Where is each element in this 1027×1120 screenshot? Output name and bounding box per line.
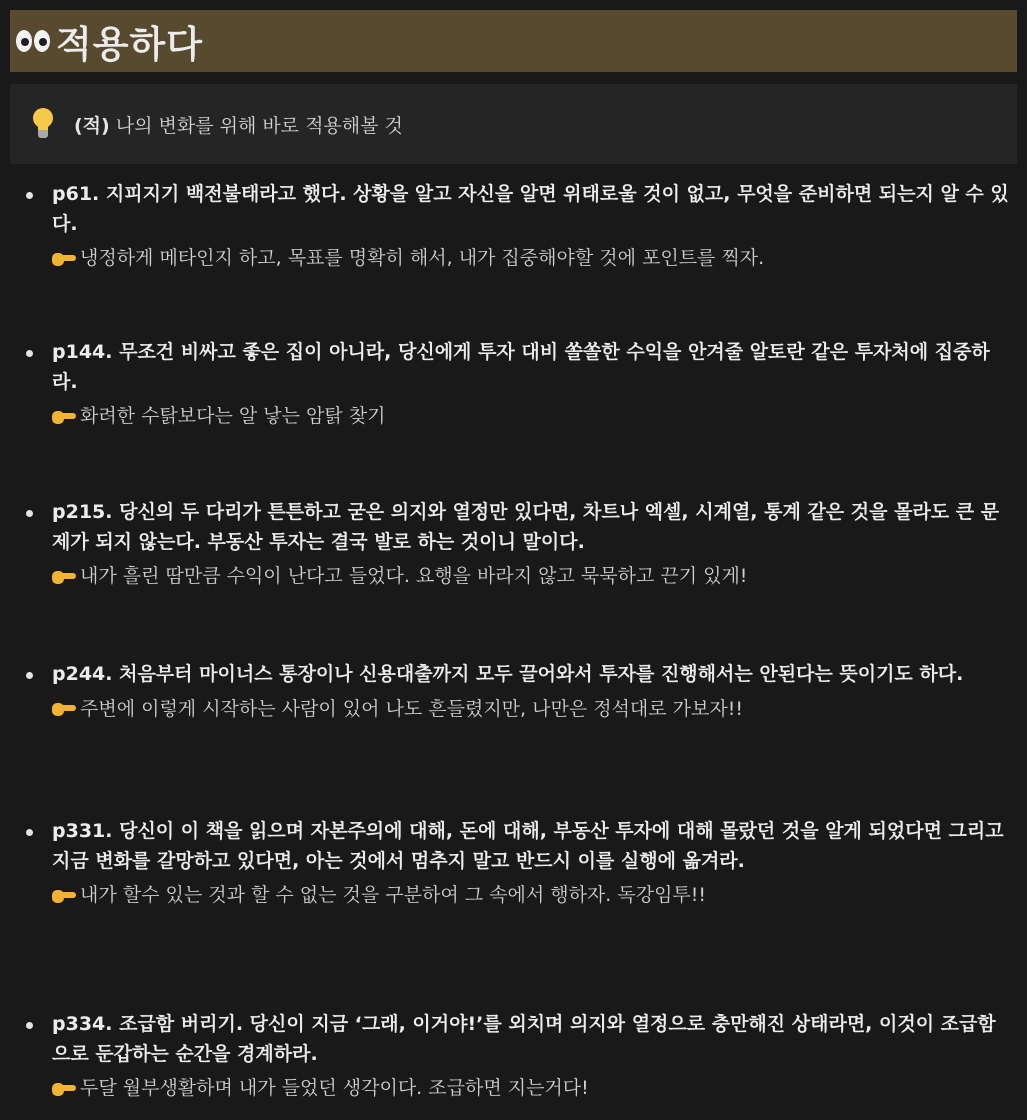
reflection-line (52, 402, 1013, 431)
reflection-text: 화려한 수탉보다는 알 낳는 암탉 찾기 (80, 405, 386, 427)
reflection-line (52, 881, 1013, 910)
quote-text: p244. 처음부터 마이너스 통장이나 신용대출까지 모두 끌어와서 투자를 진행해서는 안된다는 뜻이기도 하다. (52, 663, 964, 685)
quote-text: p215. 당신의 두 다리가 튼튼하고 굳은 의지와 열정만 있다면, 차트나 엑셀, 시계열, 통계 같은 것을 몰라도 큰 문제가 되지 않는다. 부동산 투자는 결국 발로 하는 것이니 말이다. (52, 501, 1000, 553)
reflection-text: 내가 흘린 땀만큼 수익이 난다고 들었다. 요행을 바라지 않고 묵묵하고 끈기 있게! (80, 565, 748, 587)
callout-text: 나의 변화를 위해 바로 적용해볼 것 (115, 114, 403, 137)
list-item (0, 338, 1027, 431)
bullet-dot (26, 829, 33, 836)
bullet-dot (26, 672, 33, 679)
quote-text: p144. 무조건 비싸고 좋은 집이 아니라, 당신에게 투자 대비 쏠쏠한 수익을 안겨줄 알토란 같은 투자처에 집중하라. (52, 341, 990, 393)
eyes-icon (16, 30, 50, 52)
bullet-dot (26, 350, 33, 357)
pointing-hand-icon (52, 701, 76, 717)
bullet-dot (26, 192, 33, 199)
callout-label: (적) (74, 114, 110, 137)
list-item (0, 660, 1027, 724)
bullet-dot (26, 510, 33, 517)
heading-block (10, 10, 1017, 72)
reflection-text: 두달 월부생활하며 내가 들었던 생각이다. 조급하면 지는거다! (80, 1077, 589, 1099)
pointing-hand-icon (52, 888, 76, 904)
bullet-dot (26, 1022, 33, 1029)
list-item (0, 817, 1027, 910)
heading-title: 적용하다 (56, 23, 203, 66)
reflection-line (52, 695, 1013, 724)
light-bulb-icon (32, 108, 54, 140)
pointing-hand-icon (52, 251, 76, 267)
reflection-line (52, 562, 1013, 591)
quote-text: p61. 지피지기 백전불태라고 했다. 상황을 알고 자신을 알면 위태로울 것이 없고, 무엇을 준비하면 되는지 알 수 있다. (52, 183, 1009, 235)
reflection-line (52, 1074, 1013, 1103)
list-item (0, 498, 1027, 591)
reflection-text: 내가 할수 있는 것과 할 수 없는 것을 구분하여 그 속에서 행하자. 독강임투!! (80, 884, 707, 906)
pointing-hand-icon (52, 569, 76, 585)
quote-text: p331. 당신이 이 책을 읽으며 자본주의에 대해, 돈에 대해, 부동산 투자에 대해 몰랐던 것을 알게 되었다면 그리고 지금 변화를 갈망하고 있다면, 아는 것에서 멈추지 말고 반드시 이를 실행에 옮겨라. (52, 820, 1004, 872)
quote-text: p334. 조급함 버리기. 당신이 지금 ‘그래, 이거야!’를 외치며 의지와 열정으로 충만해진 상태라면, 이것이 조급함으로 둔갑하는 순간을 경계하라. (52, 1013, 996, 1065)
reflection-line (52, 244, 1013, 273)
callout-block (10, 84, 1017, 164)
pointing-hand-icon (52, 1081, 76, 1097)
list-item (0, 180, 1027, 273)
reflection-text: 냉정하게 메타인지 하고, 목표를 명확히 해서, 내가 집중해야할 것에 포인트를 찍자. (80, 247, 765, 269)
pointing-hand-icon (52, 409, 76, 425)
reflection-text: 주변에 이렇게 시작하는 사람이 있어 나도 흔들렸지만, 나만은 정석대로 가보자!! (80, 697, 743, 720)
list-item (0, 1010, 1027, 1103)
